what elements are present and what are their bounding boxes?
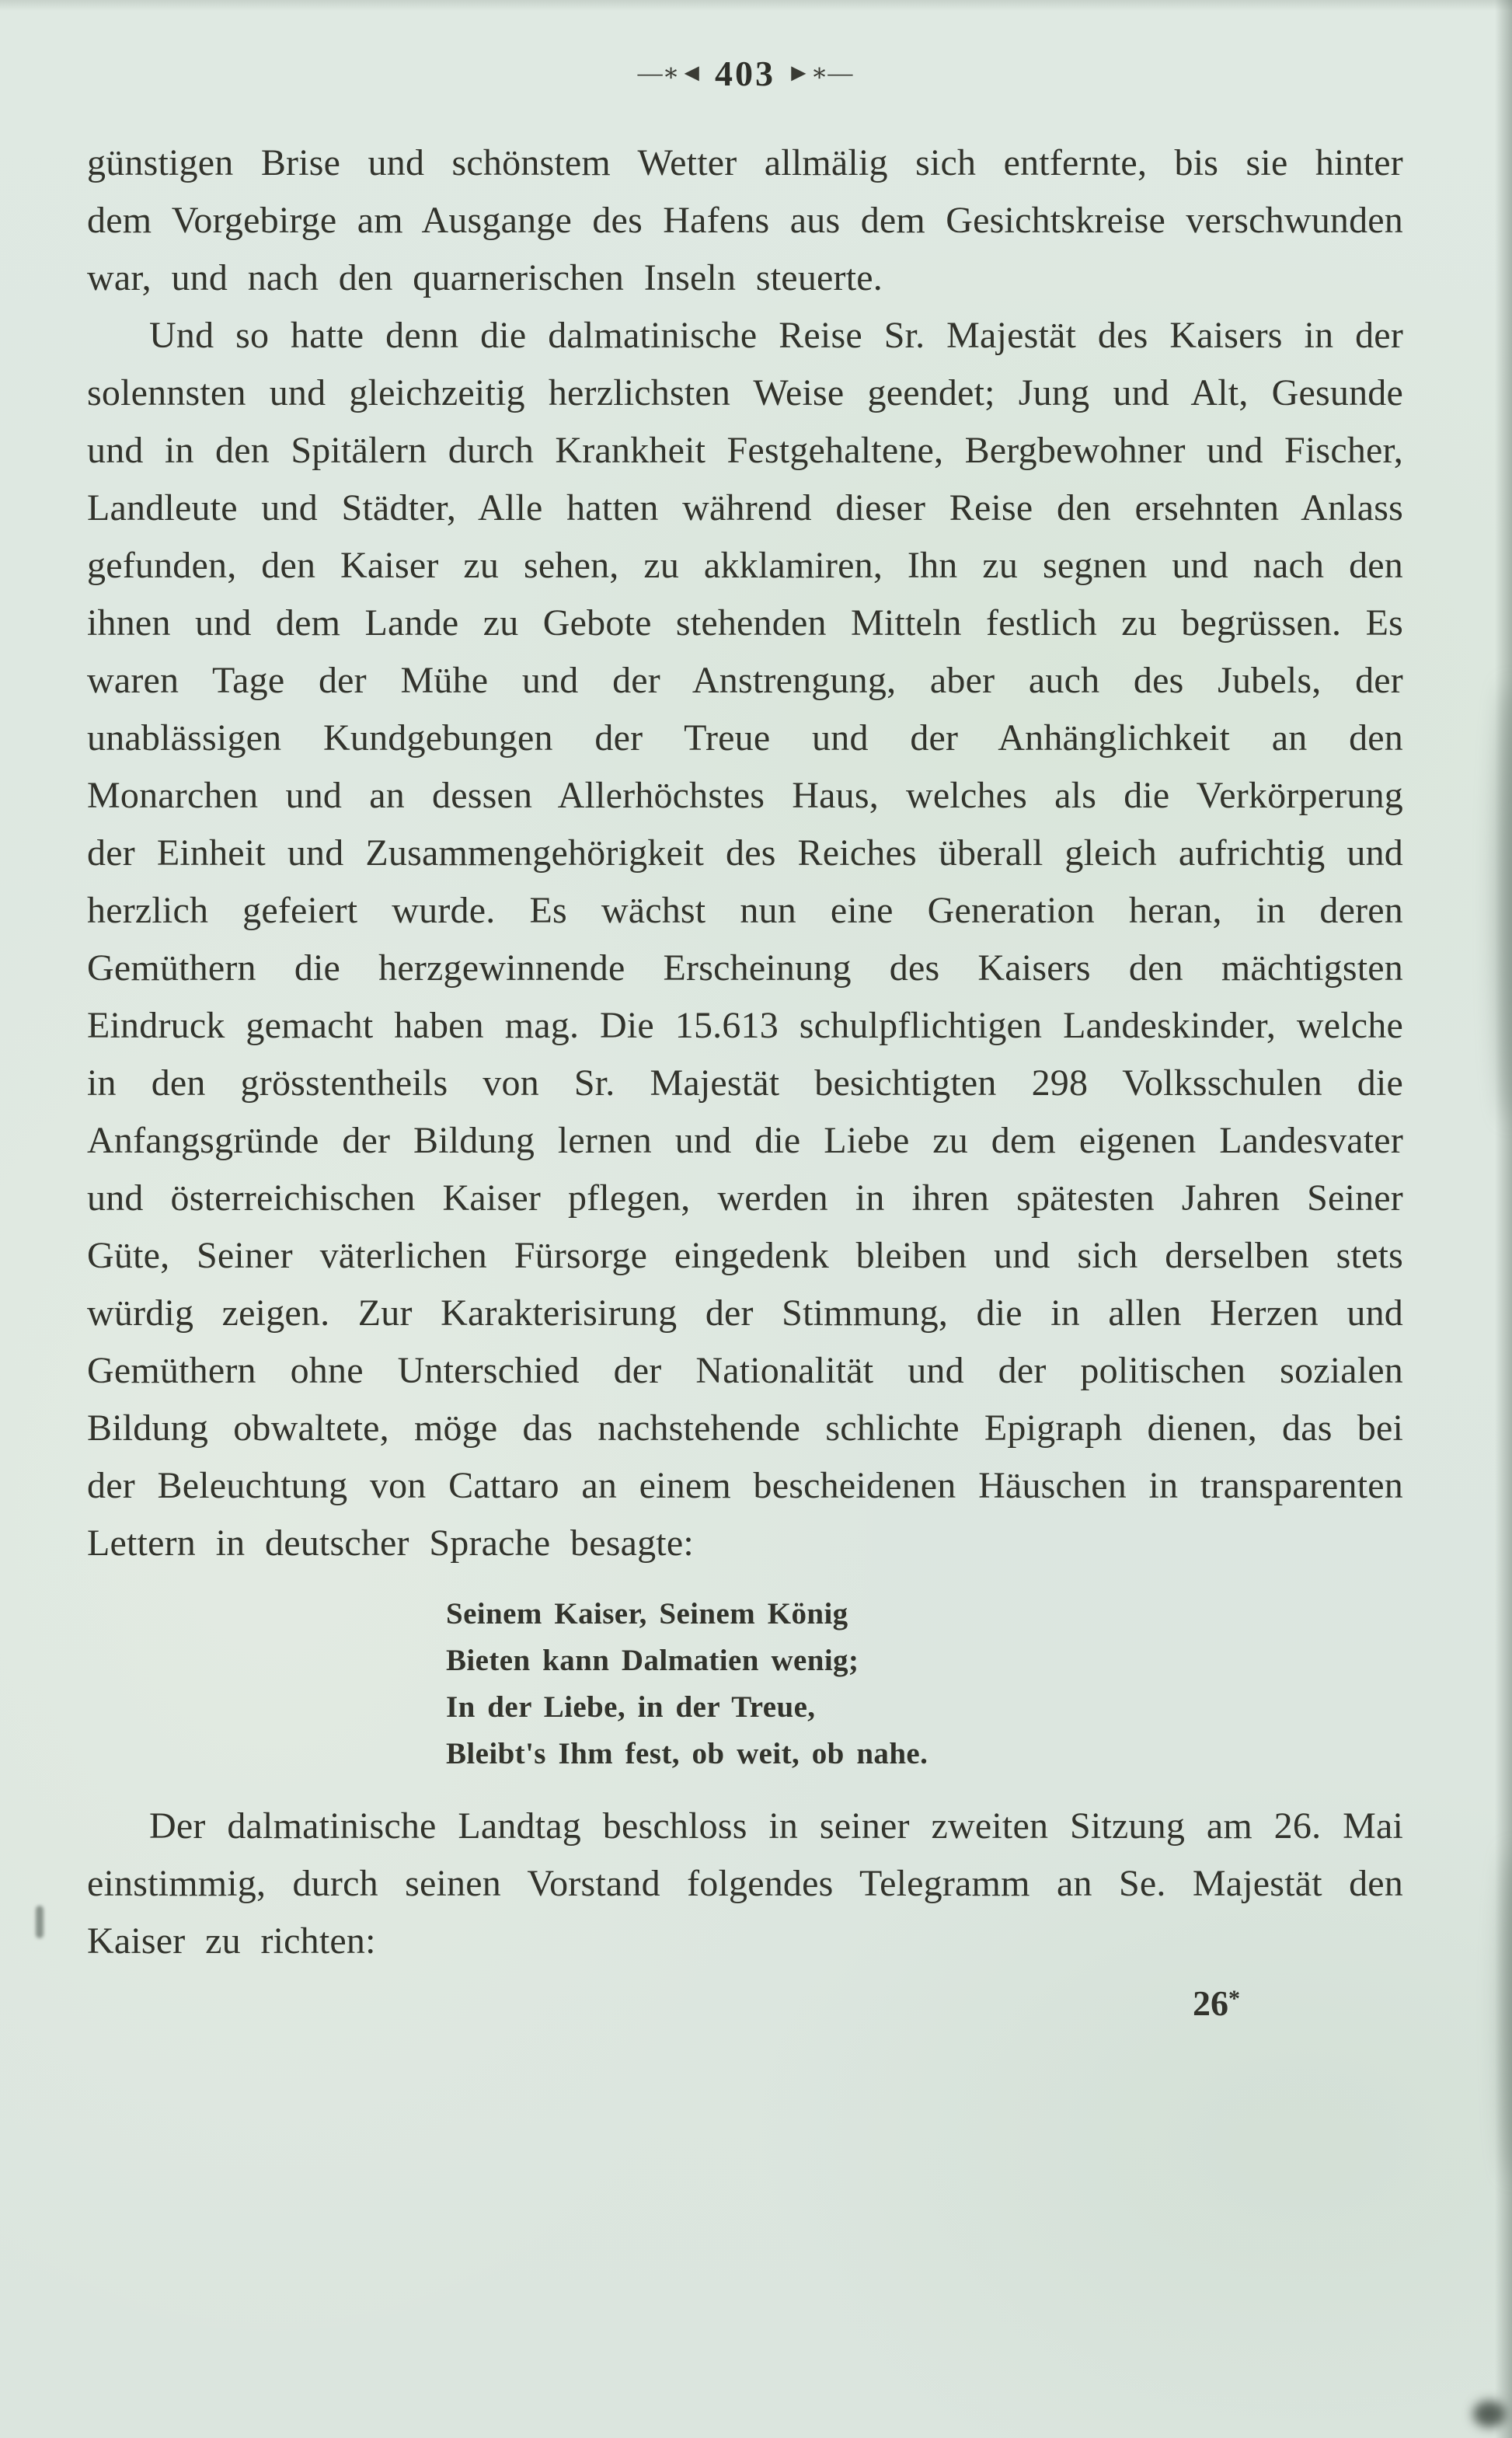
- paragraph-closing: Der dalmatinische Landtag beschloss in seiner zweiten Sitzung am 26. Mai einstimmig, durch seinen Vorstand folgendes Telegramm an Se. Majestät den Kaiser zu richten:: [87, 1805, 1403, 1962]
- paragraph-continuation: günstigen Brise und schönstem Wetter allmälig sich entfernte, bis sie hinter dem Vorgebirge am Ausgange des Hafens aus dem Gesichtskreise verschwunden war, und nach den quarnerischen Inseln steuerte.: [87, 142, 1403, 298]
- verse-line: In der Liebe, in der Treue,: [446, 1690, 816, 1724]
- verse-line: Bieten kann Dalmatien wenig;: [446, 1644, 859, 1677]
- verse-line: Seinem Kaiser, Seinem König: [446, 1597, 848, 1631]
- signature-mark-icon: *: [1228, 1986, 1239, 2011]
- signature-line: [87, 1983, 1403, 2024]
- verse-block: [446, 1591, 1403, 1777]
- signature-number: 26: [1193, 1983, 1228, 2023]
- header-ornament-right-icon: ►∗—: [786, 58, 853, 86]
- paragraph-main: Und so hatte denn die dalmatinische Reise Sr. Majestät des Kaisers in der solennsten und gleichzeitig herzlichsten Weise geendet; Jung und Alt, Gesunde und in den Spitälern durch Krankheit Festgehaltene, Bergbewohner und Fischer, Landleute und Städter, Alle hatten während dieser Reise den ersehnten Anlass gefunden, den Kaiser zu sehen, zu akklamiren, Ihn zu segnen und nach den ihnen und dem Lande zu Gebote stehenden Mitteln festlich zu begrüssen. Es waren Tage der Mühe und der Anstrengung, aber auch des Jubels, der unablässigen Kundgebungen der Treue und der Anhänglichkeit an den Monarchen und an dessen Allerhöchstes Haus, welches als die Verkörperung der Einheit und Zusammengehörigkeit des Reiches überall gleich aufrichtig und herzlich gefeiert wurde. Es wächst nun eine Generation heran, in deren Gemüthern die herzgewinnende Erscheinung des Kaisers den mächtigsten Eindruck gemacht haben mag. Die 15.613 schulpflichtigen Landeskinder, welche in den grösstentheils von Sr. Majestät besichtigten 298 Volksschulen die Anfangsgründe der Bildung lernen und die Liebe zu dem eigenen Landesvater und österreichischen Kaiser pflegen, werden in ihren spätesten Jahren Seiner Güte, Seiner väterlichen Fürsorge eingedenk bleiben und sich derselben stets würdig zeigen. Zur Karakterisirung der Stimmung, die in allen Herzen und Gemüthern ohne Unterschied der Nationalität und der politischen sozialen Bildung obwaltete, möge das nachstehende schlichte Epigraph dienen, das bei der Beleuchtung von Cattaro an einem bescheidenen Häuschen in transparenten Lettern in deutscher Sprache besagte:: [87, 315, 1403, 1564]
- page-header: [87, 53, 1403, 94]
- page-number: 403: [715, 54, 775, 93]
- verse-line: Bleibt's Ihm fest, ob weit, ob nahe.: [446, 1737, 928, 1770]
- header-ornament-left-icon: —∗◄: [637, 58, 704, 86]
